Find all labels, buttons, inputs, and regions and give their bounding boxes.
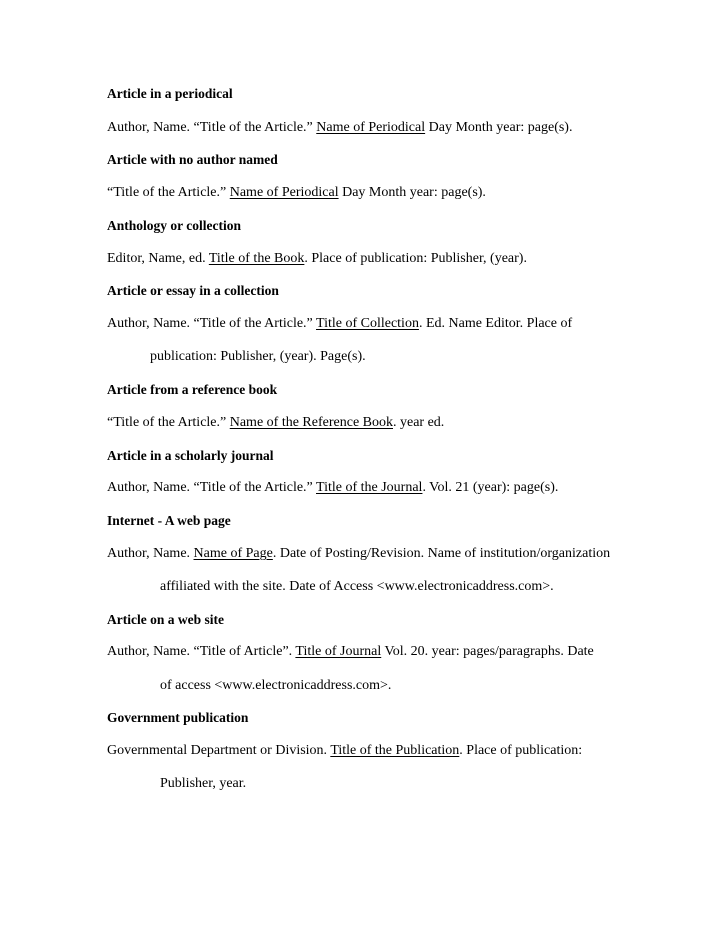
citation-line-continued: Publisher, year. <box>160 776 247 791</box>
citation-line: “Title of the Article.” Name of Periodical Day Month year: page(s). <box>107 185 486 200</box>
heading-web-page: Internet - A web page <box>107 513 231 528</box>
citation-line: Author, Name. “Title of the Article.” Name of Periodical Day Month year: page(s). <box>107 120 573 135</box>
citation-line-continued: affiliated with the site. Date of Access <www.electronicaddress.com>. <box>160 579 554 594</box>
citation-line-continued: of access <www.electronicaddress.com>. <box>160 678 392 693</box>
heading-essay-collection: Article or essay in a collection <box>107 283 279 298</box>
heading-anthology: Anthology or collection <box>107 218 241 233</box>
citation-line: Governmental Department or Division. Title of the Publication. Place of publication: <box>107 743 583 758</box>
citation-line: Author, Name. Name of Page. Date of Posting/Revision. Name of institution/organization <box>107 546 611 561</box>
heading-article-periodical: Article in a periodical <box>107 86 233 101</box>
citation-line: Author, Name. “Title of Article”. Title of Journal Vol. 20. year: pages/paragraphs. Date <box>107 644 594 659</box>
citation-line: “Title of the Article.” Name of the Reference Book. year ed. <box>107 415 445 430</box>
heading-no-author: Article with no author named <box>107 152 278 167</box>
citation-line: Author, Name. “Title of the Article.” Title of the Journal. Vol. 21 (year): page(s). <box>107 480 559 495</box>
citation-line: Author, Name. “Title of the Article.” Title of Collection. Ed. Name Editor. Place of <box>107 316 573 331</box>
heading-reference-book: Article from a reference book <box>107 382 278 397</box>
citation-line-continued: publication: Publisher, (year). Page(s). <box>150 349 366 364</box>
heading-scholarly-journal: Article in a scholarly journal <box>107 448 274 463</box>
heading-web-site-article: Article on a web site <box>107 612 224 627</box>
citation-line: Editor, Name, ed. Title of the Book. Place of publication: Publisher, (year). <box>107 251 527 266</box>
heading-government-publication: Government publication <box>107 710 249 725</box>
